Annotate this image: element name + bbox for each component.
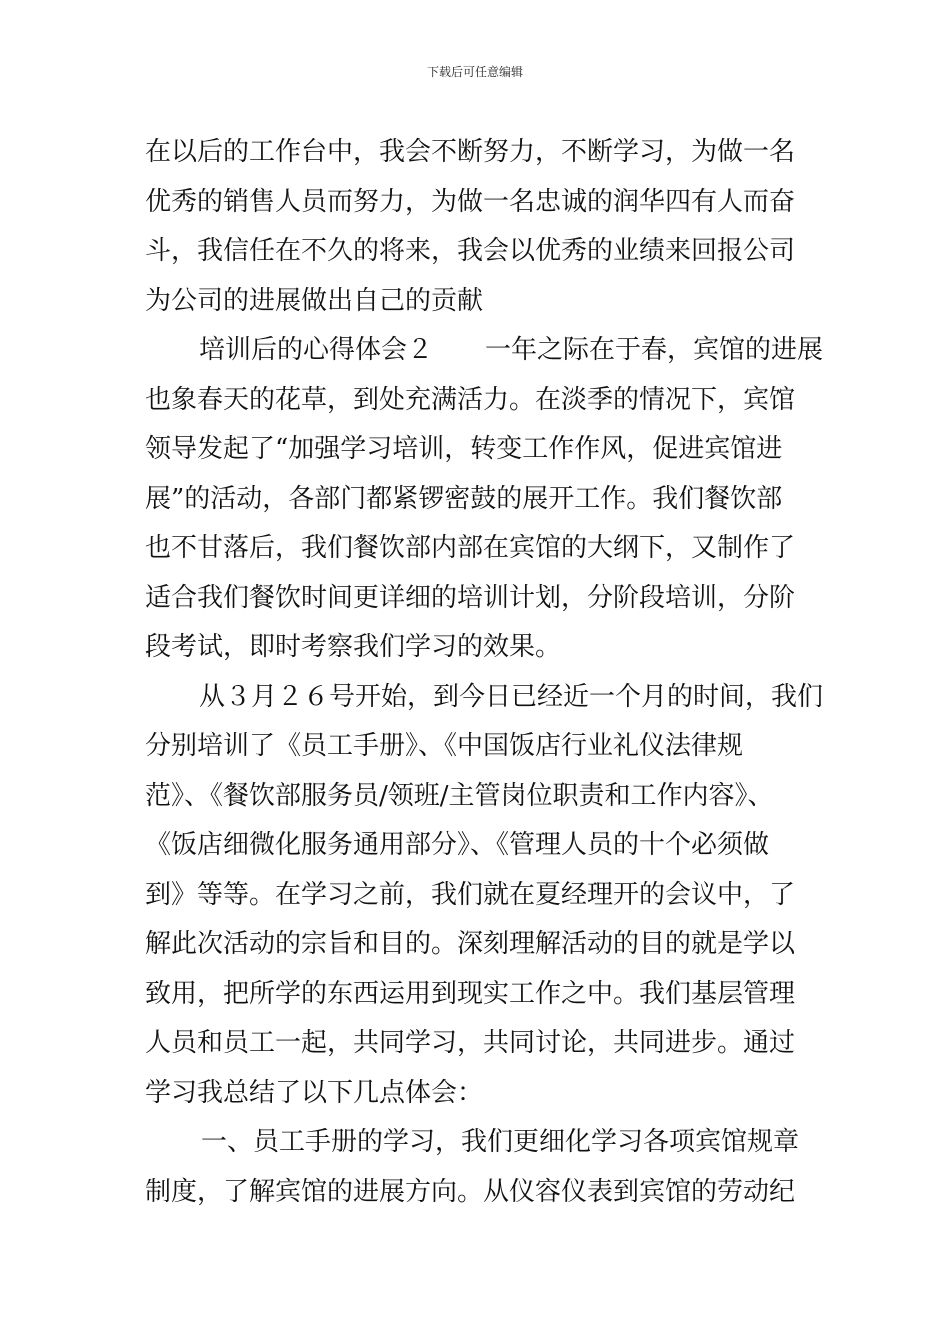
text-line: 领导发起了“加强学习培训，转变工作作风，促进宾馆进 — [145, 434, 783, 464]
text-line: 解此次活动的宗旨和目的。深刻理解活动的目的就是学以 — [145, 929, 796, 959]
text-line: 分别培训了《员工手册》、《中国饭店行业礼仪法律规 — [145, 731, 744, 761]
page-header: 下载后可任意编辑 — [426, 65, 523, 79]
paragraph-start-line: 从３月２６号开始，到今日已经近一个月的时间，我们 — [199, 681, 824, 712]
text-line: 展”的活动，各部门都紧锣密鼓的展开工作。我们餐饮部 — [145, 483, 783, 514]
text-line: 为公司的进展做出自己的贡献 — [145, 285, 484, 316]
text-line: 到》等等。在学习之前，我们就在夏经理开的会议中，了 — [145, 879, 796, 910]
text-line: 适合我们餐饮时间更详细的培训计划，分阶段培训，分阶 — [145, 582, 796, 613]
paragraph-start-line: 一、员工手册的学习，我们更细化学习各项宾馆规章 — [201, 1127, 800, 1157]
text-line: 也象春天的花草，到处充满活力。在淡季的情况下，宾馆 — [145, 384, 796, 415]
text-line: 致用，把所学的东西运用到现实工作之中。我们基层管理 — [145, 978, 796, 1009]
text-line: 学习我总结了以下几点体会： — [145, 1077, 484, 1108]
text-line: 制度，了解宾馆的进展方向。从仪容仪表到宾馆的劳动纪 — [145, 1176, 796, 1207]
text-line: 斗，我信任在不久的将来，我会以优秀的业绩来回报公司 — [145, 236, 796, 266]
text-line: 优秀的销售人员而努力，为做一名忠诚的润华四有人而奋 — [145, 186, 796, 217]
text-line: 范》、《餐饮部服务员/领班/主管岗位职责和工作内容》、 — [145, 780, 774, 811]
text-line: 在以后的工作台中，我会不断努力，不断学习，为做一名 — [145, 137, 796, 167]
text-line: 《饭店细微化服务通用部分》、《管理人员的十个必须做 — [145, 830, 770, 860]
text-line: 人员和员工一起，共同学习，共同讨论，共同进步。通过 — [145, 1028, 796, 1058]
text-line: 也不甘落后，我们餐饮部内部在宾馆的大纲下，又制作了 — [145, 533, 796, 563]
section-heading-line: 培训后的心得体会２ 一年之际在于春，宾馆的进展 — [199, 335, 824, 365]
text-line: 段考试，即时考察我们学习的效果。 — [145, 632, 562, 662]
document-body — [145, 128, 825, 1217]
